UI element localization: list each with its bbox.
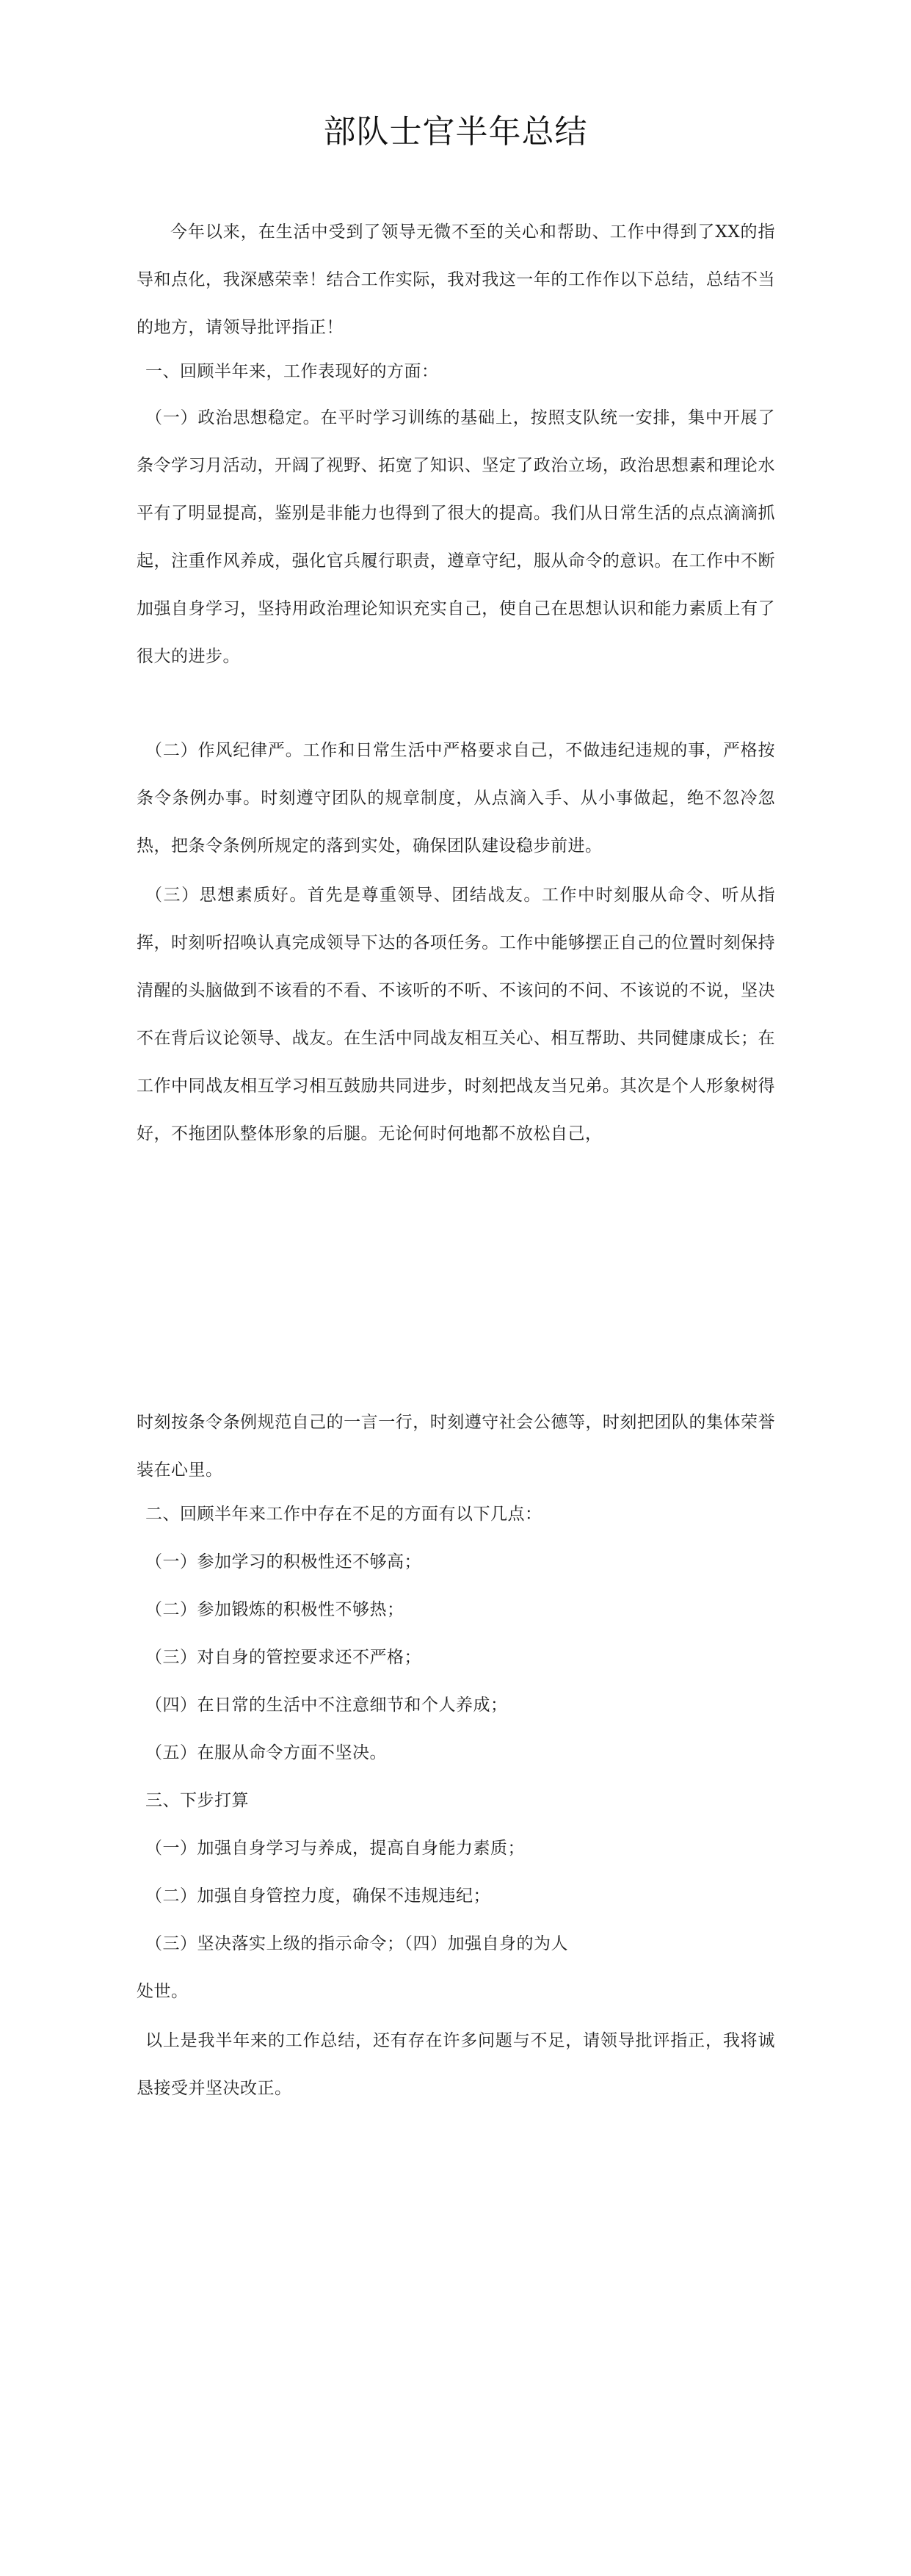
list-item: （一）加强自身学习与养成，提高自身能力素质；: [145, 1839, 525, 1858]
page-title: 部队士官半年总结: [323, 113, 588, 151]
list-item-continued: 处世。: [137, 1982, 189, 2001]
section-1-paragraph-1: （一）政治思想稳定。在平时学习训练的基础上，按照支队统一安排，集中开展了条令学习月活动，开阔了视野、拓宽了知识、坚定了政治立场，政治思想素和理论水平有了明显提高，鉴别是非能力也得到了很大的提高。我们从日常生活的点点滴滴抓起，注重作风养成，强化官兵履行职责，遵章守纪，服从命令的意识。在工作中不断加强自身学习，坚持用政治理论知识充实自己，使自己在思想认识和能力素质上有了很大的进步。: [137, 408, 775, 666]
list-item: （三）对自身的管控要求还不严格；: [145, 1648, 421, 1667]
section-1-heading: 一、回顾半年来，工作表现好的方面：: [145, 362, 439, 381]
section-3-heading: 三、下步打算: [145, 1791, 249, 1810]
section-1-paragraph-3-continued: 时刻按条令条例规范自己的一言一行，时刻遵守社会公德等，时刻把团队的集体荣誉装在心里。: [137, 1413, 775, 1480]
closing-paragraph: 以上是我半年来的工作总结，还有存在许多问题与不足，请领导批评指正，我将诚恳接受并坚决改正。: [137, 2031, 775, 2098]
list-item: （五）在服从命令方面不坚决。: [145, 1743, 387, 1762]
section-1-paragraph-2: （二）作风纪律严。工作和日常生活中严格要求自己，不做违纪违规的事，严格按条令条例办事。时刻遵守团队的规章制度，从点滴入手、从小事做起，绝不忽冷忽热，把条令条例所规定的落到实处，确保团队建设稳步前进。: [137, 741, 775, 855]
list-item: （二）参加锻炼的积极性不够热；: [145, 1600, 404, 1619]
list-item: （一）参加学习的积极性还不够高；: [145, 1552, 421, 1571]
list-item: （四）在日常的生活中不注意细节和个人养成；: [145, 1696, 508, 1715]
list-item: （二）加强自身管控力度，确保不违规违纪；: [145, 1886, 490, 1906]
list-item: （三）坚决落实上级的指示命令；（四）加强自身的为人: [145, 1934, 568, 1953]
intro-paragraph: 今年以来，在生活中受到了领导无微不至的关心和帮助、工作中得到了XX的指导和点化，我深感荣幸！结合工作实际，我对我这一年的工作作以下总结，总结不当的地方，请领导批评指正！: [137, 222, 775, 337]
section-1-paragraph-3: （三）思想素质好。首先是尊重领导、团结战友。工作中时刻服从命令、听从指挥，时刻听招唤认真完成领导下达的各项任务。工作中能够摆正自己的位置时刻保持清醒的头脑做到不该看的不看、不该听的不听、不该问的不问、不该说的不说，坚决不在背后议论领导、战友。在生活中同战友相互关心、相互帮助、共同健康成长；在工作中同战友相互学习相互鼓励共同进步，时刻把战友当兄弟。其次是个人形象树得好，不拖团队整体形象的后腿。无论何时何地都不放松自己，: [137, 886, 775, 1143]
section-2-heading: 二、回顾半年来工作中存在不足的方面有以下几点：: [145, 1505, 542, 1524]
